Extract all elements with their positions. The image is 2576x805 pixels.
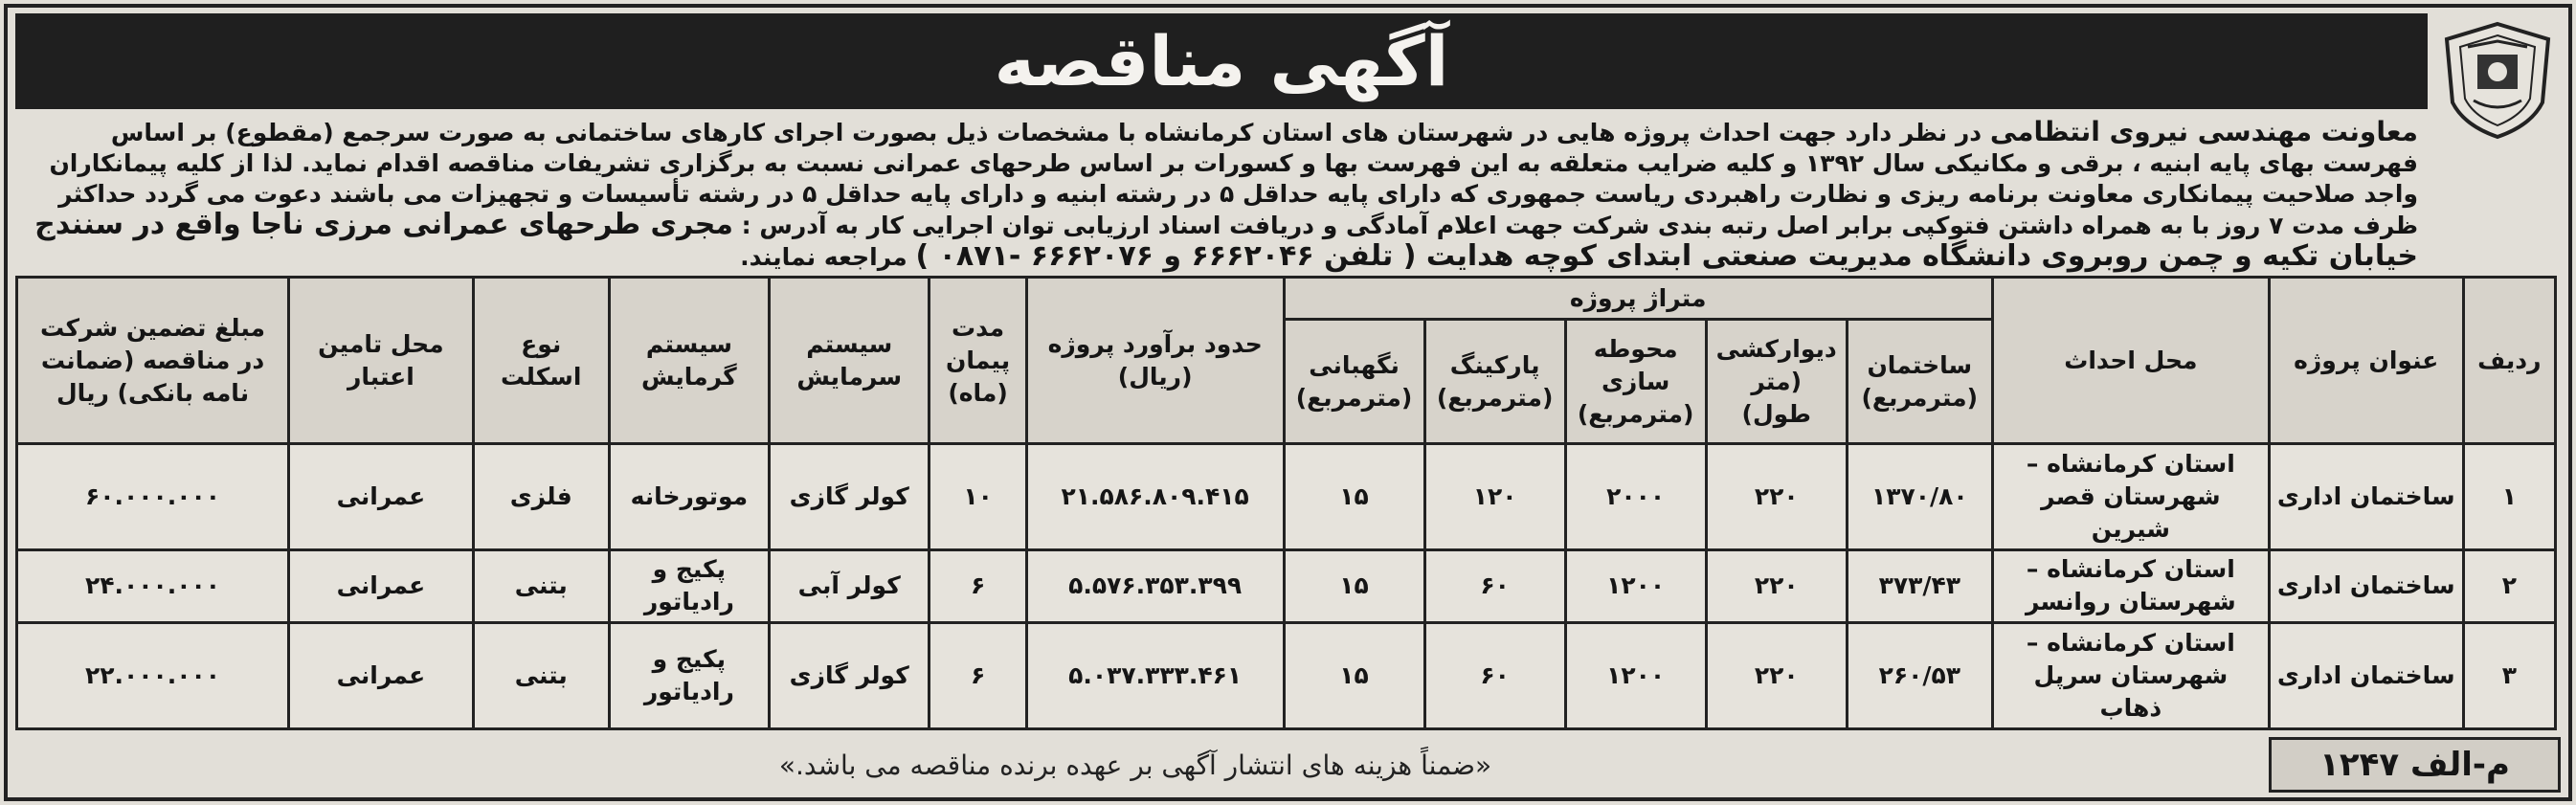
cell-guarantee: ۲۴.۰۰۰.۰۰۰ [17,549,289,622]
header-yard: محوطه سازی (مترمربع) [1565,320,1706,444]
cell-skeleton: فلزی [473,444,609,550]
intro-tail: مراجعه نمایند. [740,243,907,271]
cell-yard: ۱۲۰۰ [1565,549,1706,622]
header-row-number: ردیف [2463,278,2555,444]
table-row [17,623,2556,729]
cell-estimate: ۵.۰۳۷.۳۳۳.۴۶۱ [1026,623,1284,729]
header-estimate: حدود برآورد پروژه (ریال) [1026,278,1284,444]
cell-duration: ۶ [930,623,1026,729]
notice-code-box [2269,737,2561,793]
cell-wall: ۲۲۰ [1706,623,1847,729]
header-cooling: سیستم سرمایش [770,278,930,444]
cell-estimate: ۵.۵۷۶.۳۵۳.۳۹۹ [1026,549,1284,622]
cell-building: ۲۶۰/۵۳ [1847,623,1992,729]
intro-address: مجری طرحهای عمرانی مرزی ناجا واقع در سنندج خیابان تکیه و چمن روبروی دانشگاه مدیریت صنعتی ابتدای کوچه هدایت ( تلفن ۶۶۶۲۰۴۶ و ۶۶۶۲۰۷۶ -۰۸۷۱ ) [34,208,2418,273]
intro-line-1: در نظر دارد جهت احداث پروژه هایی در شهرستان های استان کرمانشاه با مشخصات ذیل بصورت اجرای کارهای ساختمانی به صورت سرجمع (مقطوع) بر اساس فهرست بهای پایه ابنیه ، برقی و مکانیکی سال ۱۳۹۲ و کلیه ضرایب [110,119,2418,177]
intro-line-2: متعلقه به این فهرست بها و کسورات بر اساس طرحهای عمرانی نسبت به برگزاری تشریفات مناقصه اقدام نماید. لذا از کلیه پیمانکاران واجد صلاحیت پیمانکاری معاونت برنامه ریزی و نظارت راهبردی ریاست جمهوری که دارای پایه حداقل ۵ در رشته ابنیه و دارای پایه حداقل [49,149,2418,208]
cell-building: ۱۳۷۰/۸۰ [1847,444,1992,550]
cell-parking: ۶۰ [1424,549,1565,622]
table-row [17,549,2556,622]
notice-title: آگهی مناقصه [994,21,1449,101]
cell-cooling: کولر گازی [770,444,930,550]
cell-location: استان کرمانشاه – شهرستان سرپل ذهاب [1992,623,2269,729]
header-funding: محل تامین اعتبار [289,278,474,444]
header-location: محل احداث [1992,278,2269,444]
cell-funding: عمرانی [289,549,474,622]
cell-row-number: ۱ [2463,444,2555,550]
cell-wall: ۲۲۰ [1706,444,1847,550]
cell-guard: ۱۵ [1284,623,1424,729]
cell-yard: ۱۲۰۰ [1565,623,1706,729]
cell-wall: ۲۲۰ [1706,549,1847,622]
header-wall: دیوارکشی (متر طول) [1706,320,1847,444]
cell-building: ۳۷۳/۴۳ [1847,549,1992,622]
intro-line-3: ۵ در رشته تأسیسات و تجهیزات می باشند دعوت می گردد حداکثر ظرف مدت ۷ روز با به همراه داشتن فتوکپی برابر اصل رتبه بندی شرکت جهت اعلام آمادگی و دریافت اسناد ارزیابی توان اجرایی کار به آدرس : [58,180,2418,239]
header-project-area: متراژ پروژه [1284,278,1992,320]
cell-estimate: ۲۱.۵۸۶.۸۰۹.۴۱۵ [1026,444,1284,550]
cell-location: استان کرمانشاه – شهرستان روانسر [1992,549,2269,622]
cell-heating: موتورخانه [609,444,769,550]
cell-row-number: ۲ [2463,549,2555,622]
cell-funding: عمرانی [289,623,474,729]
intro-paragraph [15,116,2418,273]
cell-guarantee: ۶۰.۰۰۰.۰۰۰ [17,444,289,550]
cell-project-title: ساختمان اداری [2269,444,2463,550]
cell-parking: ۶۰ [1424,623,1565,729]
header-building: ساختمان (مترمربع) [1847,320,1992,444]
cell-skeleton: بتنی [473,623,609,729]
header-guard: نگهبانی (مترمربع) [1284,320,1424,444]
header-parking: پارکینگ (مترمربع) [1424,320,1565,444]
header-project-title: عنوان پروژه [2269,278,2463,444]
projects-table [15,276,2557,730]
header-guarantee: مبلغ تضمین شرکت در مناقصه (ضمانت نامه بانکی) ریال [17,278,289,444]
notice-code: م-الف ۱۲۴۷ [2319,746,2510,784]
cell-guard: ۱۵ [1284,549,1424,622]
cell-duration: ۱۰ [930,444,1026,550]
header-duration: مدت پیمان (ماه) [930,278,1026,444]
cell-heating: پکیج و رادیاتور [609,623,769,729]
cell-location: استان کرمانشاه – شهرستان قصر شیرین [1992,444,2269,550]
footer-note [15,737,2255,793]
cell-cooling: کولر آبی [770,549,930,622]
cell-project-title: ساختمان اداری [2269,549,2463,622]
cell-parking: ۱۲۰ [1424,444,1565,550]
header-heating: سیستم گرمایش [609,278,769,444]
cell-project-title: ساختمان اداری [2269,623,2463,729]
footer-note-text: «ضمناً هزینه های انتشار آگهی بر عهده برنده مناقصه می باشد.» [778,749,1492,781]
cell-row-number: ۳ [2463,623,2555,729]
cell-funding: عمرانی [289,444,474,550]
cell-skeleton: بتنی [473,549,609,622]
police-emblem-icon [2430,13,2565,147]
cell-heating: پکیج و رادیاتور [609,549,769,622]
cell-guard: ۱۵ [1284,444,1424,550]
cell-guarantee: ۲۲.۰۰۰.۰۰۰ [17,623,289,729]
intro-lead: معاونت مهندسی نیروی انتظامی [1989,116,2418,147]
cell-cooling: کولر گازی [770,623,930,729]
header-skeleton: نوع اسکلت [473,278,609,444]
cell-duration: ۶ [930,549,1026,622]
table-row [17,444,2556,550]
cell-yard: ۲۰۰۰ [1565,444,1706,550]
notice-title-bar [15,13,2428,109]
